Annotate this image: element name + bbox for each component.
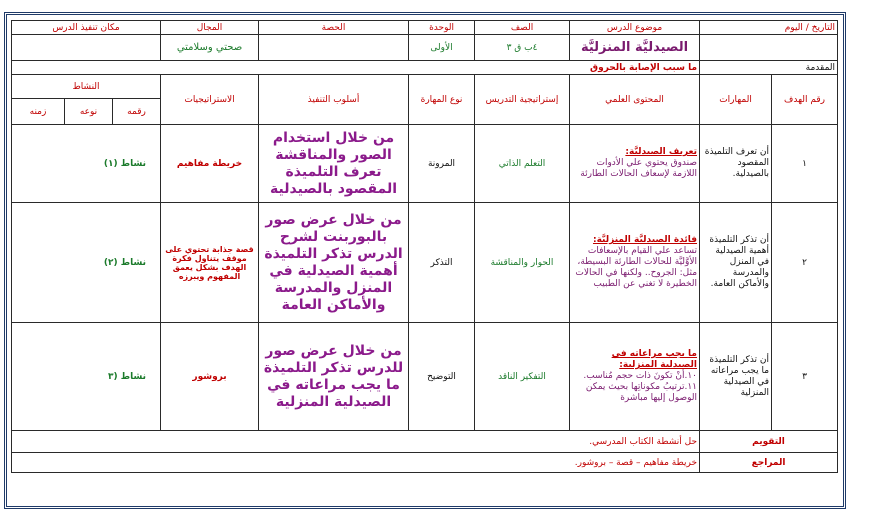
col-method: أسلوب التنفيذ — [259, 75, 409, 125]
references-text: خريطة مفاهيم – قصة – بروشور. — [12, 453, 700, 473]
period-label: الحصة — [259, 21, 409, 35]
activity-cell: نشاط (٢) — [12, 203, 161, 323]
strategies-cell: خريطة مفاهيم — [161, 125, 259, 203]
lesson-plan-table — [11, 20, 838, 473]
content-title: ما يجب مراعاته في الصيدلية المنزلية: — [611, 349, 698, 370]
content-title: فائدة الصيدليَّة المنزليَّة: — [592, 235, 698, 245]
col-activity-time: زمنه — [12, 99, 65, 125]
strategies-cell: بروشور — [161, 323, 259, 431]
grade-label: الصف — [475, 21, 570, 35]
evaluation-label: التقويم — [700, 431, 838, 453]
table-row — [12, 125, 838, 203]
field-value: صحتي وسلامتي — [161, 35, 259, 61]
content-body: تساعد علي القيام بالإسعافات الأوَّليَّة للحالات الطارئة البسيطة، مثل: الجروح.. ولكنها في الحالات الخطيرة لا تغني عن الطبيب — [575, 246, 698, 289]
objective-number: ٣ — [772, 323, 838, 431]
col-activity: النشاط — [12, 75, 161, 99]
teaching-strategy: التعلم الذاتي — [475, 125, 570, 203]
skill-type: التوضيح — [409, 323, 475, 431]
place-label: مكان تنفيذ الدرس — [12, 21, 161, 35]
intro-label: المقدمة — [700, 61, 838, 75]
content-cell — [570, 323, 700, 431]
teaching-strategy: التفكير الناقد — [475, 323, 570, 431]
place-value — [12, 35, 161, 61]
teaching-strategy: الحوار والمناقشة — [475, 203, 570, 323]
references-label: المراجع — [700, 453, 838, 473]
unit-value: الأولى — [409, 35, 475, 61]
objective-number: ١ — [772, 125, 838, 203]
execution-method: من خلال استخدام الصور والمناقشة تعرف التلميذة المقصود بالصيدلية — [259, 125, 409, 203]
col-skill-type: نوع المهارة — [409, 75, 475, 125]
skill-text: أن تذكر التلميذة ما يجب مراعاته في الصيدلية المنزلية — [700, 323, 772, 431]
objective-number: ٢ — [772, 203, 838, 323]
field-label: المجال — [161, 21, 259, 35]
period-value — [259, 35, 409, 61]
grade-value: ٤ب ق ٣ — [475, 35, 570, 61]
col-activity-no: رقمه — [113, 99, 161, 125]
col-strategy: إستراتيجية التدريس — [475, 75, 570, 125]
intro-text: ما سبب الإصابة بالحروق — [12, 61, 700, 75]
evaluation-text: حل أنشطة الكتاب المدرسي. — [12, 431, 700, 453]
lesson-topic-label: موضوع الدرس — [570, 21, 700, 35]
col-objective-no: رقم الهدف — [772, 75, 838, 125]
table-row — [12, 203, 838, 323]
date-day-value — [700, 35, 838, 61]
content-cell — [570, 125, 700, 203]
strategies-cell: قصة جذابة تحتوي على موقف يتناول فكرة الهدف بشكل يعمق المفهوم ويبرزه — [161, 203, 259, 323]
unit-label: الوحدة — [409, 21, 475, 35]
activity-cell: نشاط (٣ — [12, 323, 161, 431]
skill-type: التذكر — [409, 203, 475, 323]
content-body: ١٠.أنْ تكونَ ذات حجم مُناسب. ١١.ترتيبُ مكوناتِها بحيث يمكن الوصول إليها مباشرة — [583, 371, 698, 403]
table-row — [12, 323, 838, 431]
skill-text: أن تعرف التلميذة المقصود بالصيدلية. — [700, 125, 772, 203]
activity-cell: نشاط (١) — [12, 125, 161, 203]
content-title: تعريف الصيدليَّة: — [625, 147, 698, 157]
content-cell — [570, 203, 700, 323]
col-skills: المهارات — [700, 75, 772, 125]
execution-method: من خلال عرض صور للدرس تذكر التلميذة ما يجب مراعاته في الصيدلية المنزلية — [259, 323, 409, 431]
col-activity-type: نوعه — [65, 99, 113, 125]
skill-type: المرونة — [409, 125, 475, 203]
execution-method: من خلال عرض صور بالبوربنت لشرح الدرس تذكر التلميذة أهمية الصيدلية في المنزل والمدرسة والأماكن العامة — [259, 203, 409, 323]
date-day-label: التاريخ / اليوم — [700, 21, 838, 35]
content-body: صندوق يحتوي علي الأدوات اللازمة لإسعاف الحالات الطارئة — [580, 158, 698, 179]
lesson-topic-value: الصيدليَّة المنزليَّة — [570, 35, 700, 61]
col-content: المحتوى العلمي — [570, 75, 700, 125]
skill-text: أن تذكر التلميذة أهمية الصيدلية في المنزل والمدرسة والأماكن العامة. — [700, 203, 772, 323]
col-strategies: الاستراتيجيات — [161, 75, 259, 125]
